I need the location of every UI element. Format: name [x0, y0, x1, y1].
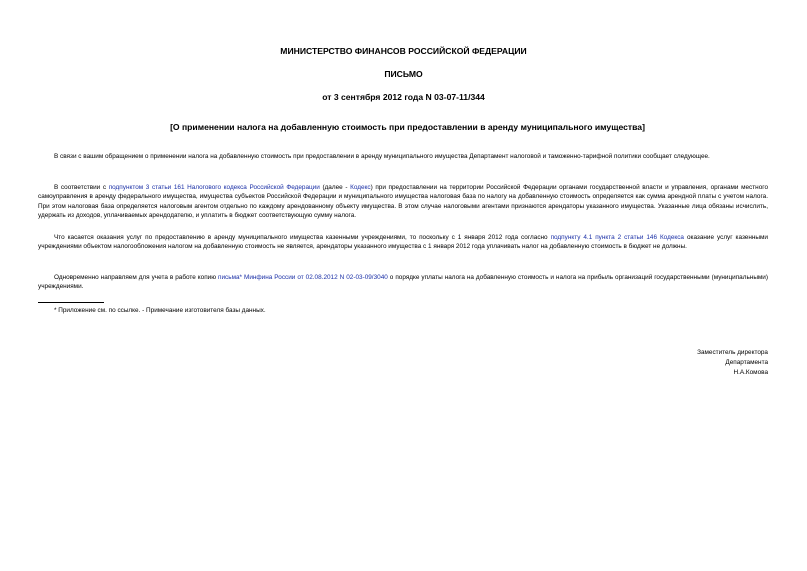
footnote-divider [38, 302, 104, 303]
ministry-heading: МИНИСТЕРСТВО ФИНАНСОВ РОССИЙСКОЙ ФЕДЕРАЦИИ [280, 46, 527, 56]
signature-position: Заместитель директора [697, 349, 768, 356]
paragraph-3-text-b: оказание услуг казенными учреждениями объектом налогообложения налогом на добавленную стоимость не является, арендаторы указанного имущества с 1 января 2012 года уплачивать налог на добавленную стоимость в бюджет не должны. [38, 234, 768, 251]
paragraph-2-text-a: В соответствии с [54, 184, 109, 191]
document-title: [О применении налога на добавленную стоимость при предоставлении в аренду муниципального имущества] [170, 122, 645, 132]
paragraph-2-text-b: (далее - [319, 184, 351, 191]
document-date-number: от 3 сентября 2012 года N 03-07-11/344 [322, 92, 485, 102]
paragraph-3 [38, 233, 768, 252]
signature-department: Департамента [725, 359, 768, 366]
paragraph-1-text: В связи с вашим обращением о применении налога на добавленную стоимость при предоставлении в аренду муниципального имущества Департамент налоговой и таможенно-тарифной политики сообщает следующее. [54, 153, 710, 160]
paragraph-4-text-b: о порядке уплаты налога на добавленную стоимость и налога на прибыль организаций государственными (муниципальными) учреждениями. [38, 274, 769, 291]
paragraph-3-text-a: Что касается оказания услуг по предоставлению в аренду муниципального имущества казенными учреждениями, то поскольку с 1 января 2012 года согласно [54, 234, 551, 241]
paragraph-2-text-c: ) при предоставлении на территории Российской Федерации органами государственной власти и управления, органами местного самоуправления в аренду федерального имущества, имущества субъектов Российской Федерации и муниципального имущества налоговая база по налогу на добавленную стоимость определяется как сумма арендной платы с учетом налога. При этом налоговая база определяется налоговым агентом отдельно по каждому арендованному объекту имущества. В этом случае налоговыми агентами признаются арендаторы указанного имущества. Указанные лица обязаны исчислить, удержать из доходов, уплачиваемых арендодателю, и уплатить в бюджет соответствующую сумму налога. [38, 184, 768, 220]
footnote: * Приложение см. по ссылке. - Примечание изготовителя базы данных. [54, 307, 266, 314]
document-type: ПИСЬМО [384, 69, 423, 79]
link-tax-code-article-161[interactable]: подпунктом 3 статьи 161 Налогового кодекса Российской Федерации [108, 184, 320, 191]
link-article-146-code[interactable]: подпункту 4.1 пункта 2 статьи 146 Кодекса [550, 234, 684, 241]
link-code[interactable]: Кодекс [350, 184, 371, 191]
link-minfin-letter[interactable]: письма* Минфина России от 02.08.2012 N 02-03-09/3040 [218, 274, 388, 281]
paragraph-4-text-a: Одновременно направляем для учета в работе копию [54, 274, 219, 281]
signature-name: Н.А.Комова [733, 369, 768, 376]
paragraph-2 [38, 183, 768, 221]
paragraph-1 [38, 152, 768, 161]
paragraph-4 [38, 273, 768, 292]
